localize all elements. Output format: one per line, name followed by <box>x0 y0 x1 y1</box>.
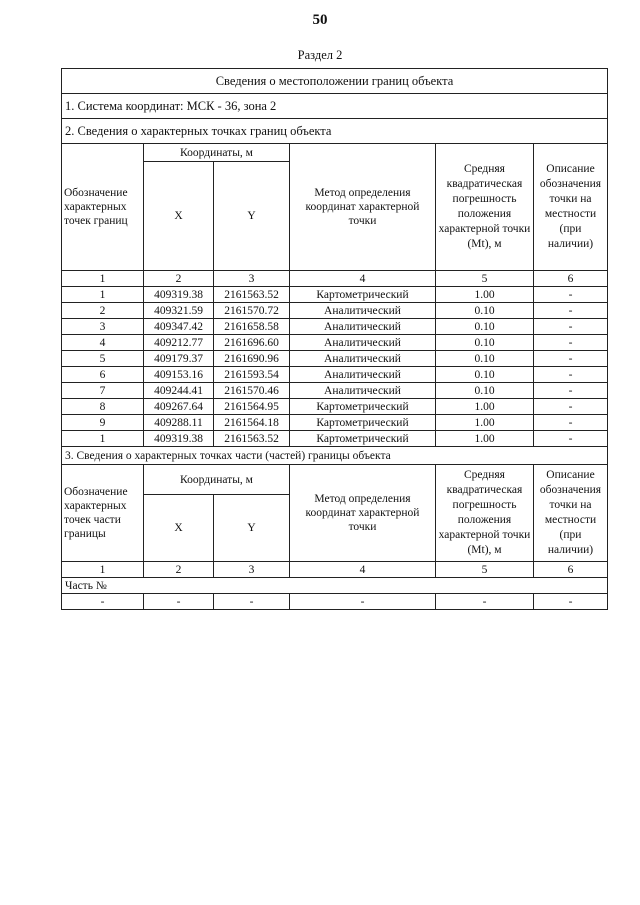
parts-header-accuracy: Средняя квадратическая погрешность положения характерной точки (Mt), м <box>436 465 534 562</box>
parts-header-designation: Обозначение характерных точек части границы <box>62 465 144 562</box>
table-row-cell: - <box>534 367 608 383</box>
table-row-cell: 2161563.52 <box>214 287 290 303</box>
table-row-cell: 0.10 <box>436 351 534 367</box>
table-row <box>62 383 608 399</box>
column-number-row-cell: 3 <box>214 271 290 287</box>
table-row <box>62 319 608 335</box>
column-number-row-cell: 1 <box>62 271 144 287</box>
table-row-cell: 409321.59 <box>144 303 214 319</box>
table-row-cell: - <box>534 431 608 447</box>
table-row-cell: Картометрический <box>290 415 436 431</box>
section-label: Раздел 2 <box>297 48 343 62</box>
table-row-cell: Аналитический <box>290 367 436 383</box>
parts-column-numbers-row <box>62 562 608 578</box>
table-row-cell: Аналитический <box>290 335 436 351</box>
table-row <box>62 399 608 415</box>
table-row <box>62 367 608 383</box>
table-row-cell: 2161696.60 <box>214 335 290 351</box>
table-row-cell: 2161593.54 <box>214 367 290 383</box>
header-y: Y <box>214 162 290 271</box>
coord-system: 1. Система координат: МСК - 36, зона 2 <box>62 94 608 119</box>
parts-header-method: Метод определения координат характерной точки <box>290 465 436 562</box>
points-rows <box>62 287 608 447</box>
table-row-cell: 2161564.95 <box>214 399 290 415</box>
table-row-cell: 0.10 <box>436 367 534 383</box>
table-row-cell: Аналитический <box>290 303 436 319</box>
parts-table-row <box>62 594 608 610</box>
parts-rows <box>62 594 608 610</box>
parts-table-row-cell: - <box>436 594 534 610</box>
table-row-cell: 409319.38 <box>144 287 214 303</box>
table-row-cell: - <box>534 351 608 367</box>
column-numbers-row <box>62 271 608 287</box>
header-description: Описание обозначения точки на местности (при наличии) <box>534 144 608 271</box>
parts-header-coordinates: Координаты, м <box>144 465 290 495</box>
table-row-cell: 409212.77 <box>144 335 214 351</box>
table-row-cell: 0.10 <box>436 335 534 351</box>
table-row-cell: - <box>534 335 608 351</box>
table-row-cell: 409153.16 <box>144 367 214 383</box>
points-title: 2. Сведения о характерных точках границ объекта <box>62 119 608 144</box>
table-row-cell: - <box>534 415 608 431</box>
column-number-row-cell: 6 <box>534 271 608 287</box>
page-number: 50 <box>312 12 328 28</box>
parts-title: 3. Сведения о характерных точках части (частей) границы объекта <box>62 447 608 465</box>
table-row-cell: 9 <box>62 415 144 431</box>
header-x: X <box>144 162 214 271</box>
parts-header-description: Описание обозначения точки на местности (при наличии) <box>534 465 608 562</box>
table-row-cell: 1.00 <box>436 399 534 415</box>
parts-column-number-row-cell: 2 <box>144 562 214 578</box>
table-row-cell: 409179.37 <box>144 351 214 367</box>
table-row <box>62 415 608 431</box>
table-row-cell: 409288.11 <box>144 415 214 431</box>
table-row-cell: Картометрический <box>290 399 436 415</box>
table-row-cell: Картометрический <box>290 431 436 447</box>
table-row-cell: - <box>534 303 608 319</box>
table-row-cell: 1.00 <box>436 431 534 447</box>
parts-column-number-row-cell: 5 <box>436 562 534 578</box>
table-row-cell: 2161563.52 <box>214 431 290 447</box>
header-method: Метод определения координат характерной точки <box>290 144 436 271</box>
parts-column-number-row-cell: 4 <box>290 562 436 578</box>
table-row-cell: - <box>534 319 608 335</box>
table-row-cell: 2 <box>62 303 144 319</box>
parts-column-number-row-cell: 3 <box>214 562 290 578</box>
table-row <box>62 287 608 303</box>
table-row-cell: 0.10 <box>436 383 534 399</box>
parts-table-row-cell: - <box>214 594 290 610</box>
parts-column-number-row-cell: 1 <box>62 562 144 578</box>
table-row-cell: 409319.38 <box>144 431 214 447</box>
parts-column-number-row-cell: 6 <box>534 562 608 578</box>
parts-header-y: Y <box>214 495 290 562</box>
column-number-row-cell: 2 <box>144 271 214 287</box>
table-row-cell: 0.10 <box>436 303 534 319</box>
table-row-cell: 409347.42 <box>144 319 214 335</box>
parts-table-row-cell: - <box>144 594 214 610</box>
table-row-cell: 1.00 <box>436 415 534 431</box>
column-number-row <box>62 271 608 287</box>
parts-column-number-row <box>62 562 608 578</box>
table-row-cell: Аналитический <box>290 351 436 367</box>
header-accuracy: Средняя квадратическая погрешность положения характерной точки (Mt), м <box>436 144 534 271</box>
table-row-cell: - <box>534 383 608 399</box>
table-title: Сведения о местоположении границ объекта <box>62 69 608 94</box>
table-row-cell: 3 <box>62 319 144 335</box>
table-row-cell: 2161570.46 <box>214 383 290 399</box>
table-row-cell: 6 <box>62 367 144 383</box>
table-row-cell: 7 <box>62 383 144 399</box>
part-label: Часть № <box>62 578 608 594</box>
table-row-cell: 409244.41 <box>144 383 214 399</box>
table-row <box>62 431 608 447</box>
boundary-table <box>61 68 608 610</box>
table-row-cell: - <box>534 287 608 303</box>
table-row-cell: - <box>534 399 608 415</box>
parts-table-row-cell: - <box>62 594 144 610</box>
table-row-cell: 1 <box>62 431 144 447</box>
parts-header-x: X <box>144 495 214 562</box>
table-row-cell: 2161564.18 <box>214 415 290 431</box>
table-row <box>62 335 608 351</box>
table-row-cell: Аналитический <box>290 383 436 399</box>
table-row-cell: Аналитический <box>290 319 436 335</box>
table-row-cell: 1.00 <box>436 287 534 303</box>
table-row-cell: 5 <box>62 351 144 367</box>
table-row <box>62 351 608 367</box>
table-row-cell: 2161570.72 <box>214 303 290 319</box>
table-row-cell: 2161658.58 <box>214 319 290 335</box>
table-row-cell: 8 <box>62 399 144 415</box>
table-row-cell: 0.10 <box>436 319 534 335</box>
table-row-cell: 4 <box>62 335 144 351</box>
column-number-row-cell: 4 <box>290 271 436 287</box>
header-designation: Обозначение характерных точек границ <box>62 144 144 271</box>
header-coordinates: Координаты, м <box>144 144 290 162</box>
table-row-cell: 1 <box>62 287 144 303</box>
column-number-row-cell: 5 <box>436 271 534 287</box>
table-row <box>62 303 608 319</box>
table-row-cell: 409267.64 <box>144 399 214 415</box>
parts-table-row-cell: - <box>290 594 436 610</box>
table-row-cell: Картометрический <box>290 287 436 303</box>
table-row-cell: 2161690.96 <box>214 351 290 367</box>
parts-table-row-cell: - <box>534 594 608 610</box>
